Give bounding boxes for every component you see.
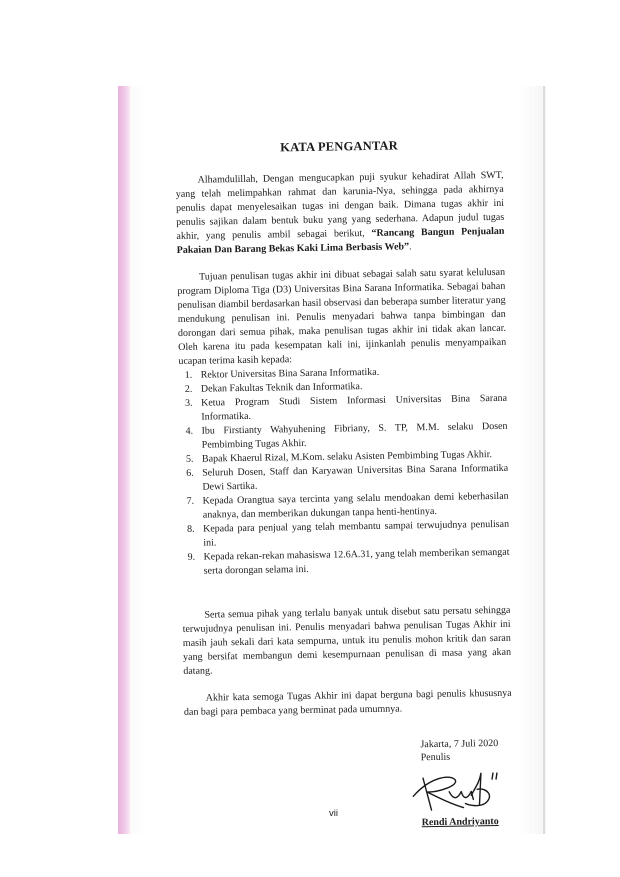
list-number: 1. [184, 369, 193, 381]
list-number: 3. [185, 397, 193, 409]
signer-role: Penulis [420, 751, 451, 764]
list-text: Ibu Firstianty Wahyuhening Fibriany, S. TP, M.M. selaku Dosen Pembimbing Tugas Akhir. [201, 420, 508, 451]
list-text: Ketua Program Studi Sistem Informasi Universitas Bina Sarana Informatika. [201, 392, 508, 423]
list-item [181, 546, 509, 579]
list-text: Kepada Orangtua saya tercinta yang selalu mendoakan demi keberhasilan anaknya, dan memberikan dukungan tanpa henti-hentinya. [202, 490, 509, 521]
paragraph-intro [176, 169, 505, 258]
page-number: vii [329, 808, 338, 819]
list-text: Seluruh Dosen, Staff dan Karyawan Universitas Bina Sarana Informatika Dewi Sartika. [202, 462, 509, 493]
signature-block [420, 737, 513, 829]
paragraph-purpose: Tujuan penulisan tugas akhir ini dibuat sebagai salah satu syarat kelulusan program Diploma Tiga (D3) Universitas Bina Sarana Informatika. Sebagai bahan penulisan diambil berdasarkan hasil observasi dan beberapa sumber literatur yang mendukung penulisan ini. Penulis menyadari bahwa tanpa bimbingan dan dorongan dari semua pihak, maka penulisan tugas akhir ini tidak akan lancar. Oleh karena itu pada kesempatan kali ini, ijinkanlah penulis menyampaikan ucapan terima kasih kepada: [177, 266, 507, 367]
list-number: 9. [187, 551, 196, 563]
paragraph-closing: Akhir kata semoga Tugas Akhir ini dapat berguna bagi penulis khususnya dan bagi para pembaca yang berminat pada umumnya. [183, 687, 512, 718]
document-body [175, 137, 514, 833]
list-number: 8. [186, 523, 195, 535]
list-number: 7. [186, 495, 195, 507]
list-number: 2. [184, 383, 193, 395]
list-text: Dekan Fakultas Teknik dan Informatika. [200, 381, 363, 395]
binding-edge [118, 86, 130, 834]
signer-name: Rendi Andriyanto [421, 816, 499, 829]
list-text: Bapak Khaerul Rizal, M.Kom. selaku Asisten Pembimbing Tugas Akhir. [201, 449, 493, 465]
list-text: Kepada rekan-rekan mahasiswa 12.6A.31, yang telah memberikan semangat serta dorongan selama ini. [203, 546, 510, 577]
list-number: 4. [185, 425, 194, 437]
list-number: 5. [185, 453, 194, 465]
list-text: Kepada para penjual yang telah membantu sampai terwujudnya penulisan ini. [202, 518, 510, 549]
place-date: Jakarta, 7 Juli 2020 [420, 737, 499, 751]
handwritten-signature [409, 765, 510, 815]
document-title: KATA PENGANTAR [280, 138, 399, 155]
acknowledgement-list [179, 364, 510, 579]
list-number: 6. [186, 467, 194, 479]
list-text: Rektor Universitas Bina Sarana Informatika. [200, 366, 380, 381]
paragraph-intro-text: Alhamdulillah, Dengan mengucapkan puji syukur kehadirat Allah SWT, yang telah melimpahkan rahmat dan karunia-Nya, sehingga pada akhirnya penulis dapat menyelesaikan tugas ini dengan baik. Dimana tugas akhir ini penulis sajikan dalam bentuk buku yang yang sederhana. Adapun judul tugas akhir, yang penulis ambil sebagai berikut, [175, 169, 505, 242]
page-edge [543, 86, 545, 834]
paragraph-thanks: Serta semua pihak yang terlalu banyak untuk disebut satu persatu sehingga terwujudnya penulisan ini. Penulis menyadari bahwa penulisan Tugas Akhir ini masih jauh sekali dari kata sempurna, untuk itu penulis mohon kritik dan saran yang bersifat membangun demi kesempurnaan penulisan di masa yang akan datang. [182, 604, 512, 677]
thesis-title: “Rancang Bangun Penjualan Pakaian Dan Barang Bekas Kaki Lima Berbasis Web” [176, 225, 505, 256]
paragraph-intro-end: . [408, 241, 412, 253]
